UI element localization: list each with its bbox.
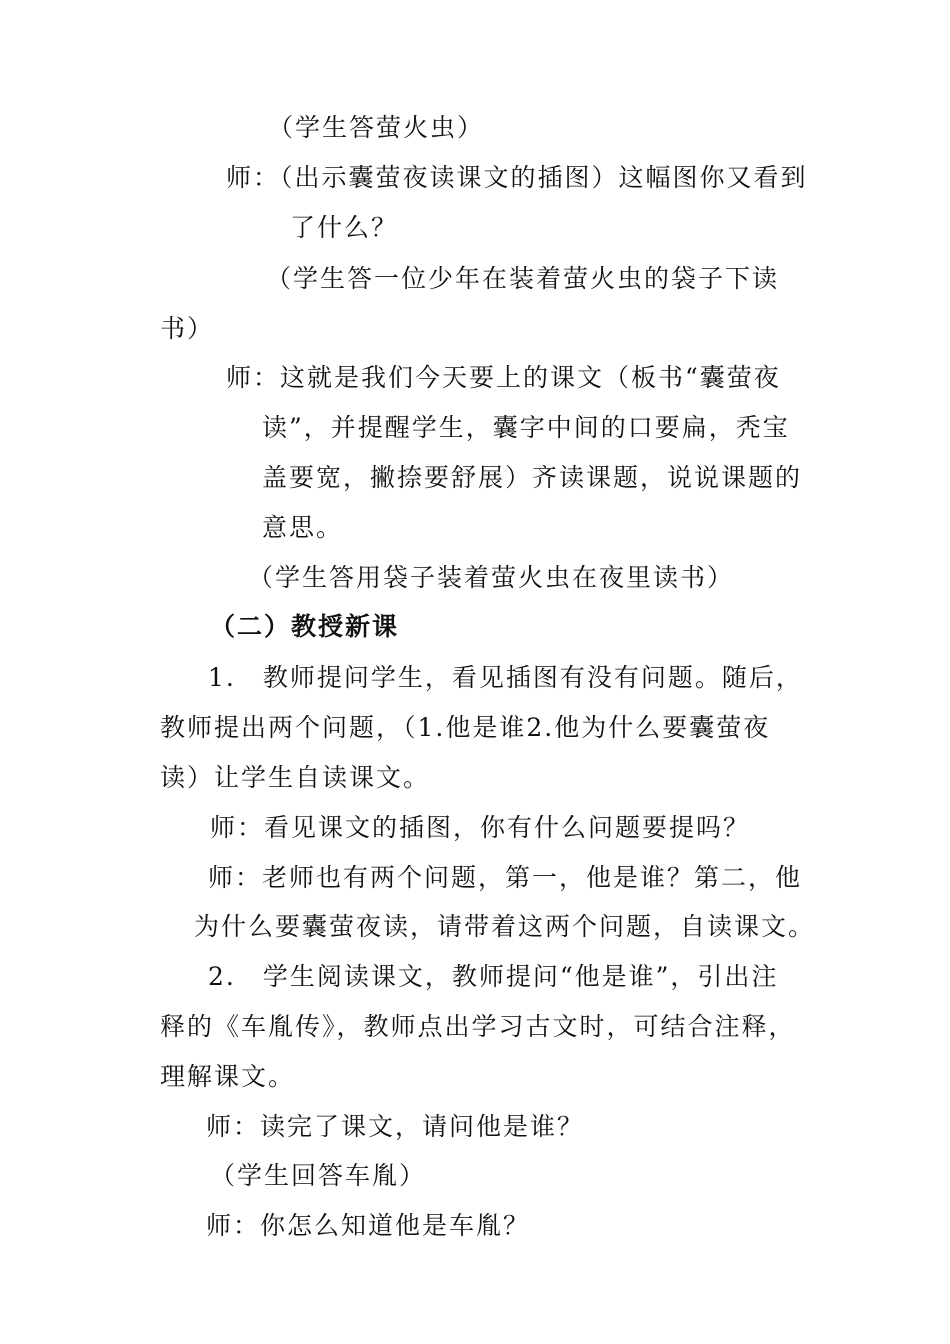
text-line: 师：老师也有两个问题，第一，他是谁？第二，他	[208, 863, 803, 892]
text-line: （学生答萤火虫）	[268, 113, 485, 142]
text-line: （学生回答车胤）	[210, 1161, 427, 1190]
text-line: 师：看见课文的插图，你有什么问题要提吗？	[210, 813, 751, 842]
text-line: 读”，并提醒学生，囊字中间的口要扁，秃宝	[262, 413, 790, 442]
text-line: 教师提出两个问题，（1.他是谁2.他为什么要囊萤夜	[160, 713, 771, 742]
text-line: 师：读完了课文，请问他是谁？	[206, 1112, 585, 1141]
text-line: 为什么要囊萤夜读，请带着这两个问题，自读课文。	[194, 912, 816, 941]
text-line: （学生答一位少年在装着萤火虫的袋子下读	[266, 264, 780, 293]
text-line: 理解课文。	[160, 1062, 296, 1091]
text-line: 释的《车胤传》，教师点出学习古文时，可结合注释，	[160, 1012, 796, 1041]
text-line: 2. 学生阅读课文，教师提问“他是谁”，引出注	[208, 962, 779, 991]
text-line: 盖要宽，撇捺要舒展）齐读课题，说说课题的	[262, 463, 803, 492]
text-line: （学生答用袋子装着萤火虫在夜里读书）	[248, 563, 735, 592]
text-line: 书）	[160, 314, 215, 343]
section-heading: （二）教授新课	[210, 612, 400, 641]
text-line: 师：你怎么知道他是车胤？	[206, 1211, 531, 1240]
text-line: 1. 教师提问学生，看见插图有没有问题。随后，	[208, 663, 803, 692]
text-line: 了什么？	[290, 213, 399, 242]
text-line: 意思。	[262, 513, 344, 542]
text-line: 师：这就是我们今天要上的课文（板书“囊萤夜	[226, 363, 781, 392]
text-line: 读）让学生自读课文。	[160, 763, 431, 792]
text-line: 师：（出示囊萤夜读课文的插图）这幅图你又看到	[226, 163, 808, 192]
